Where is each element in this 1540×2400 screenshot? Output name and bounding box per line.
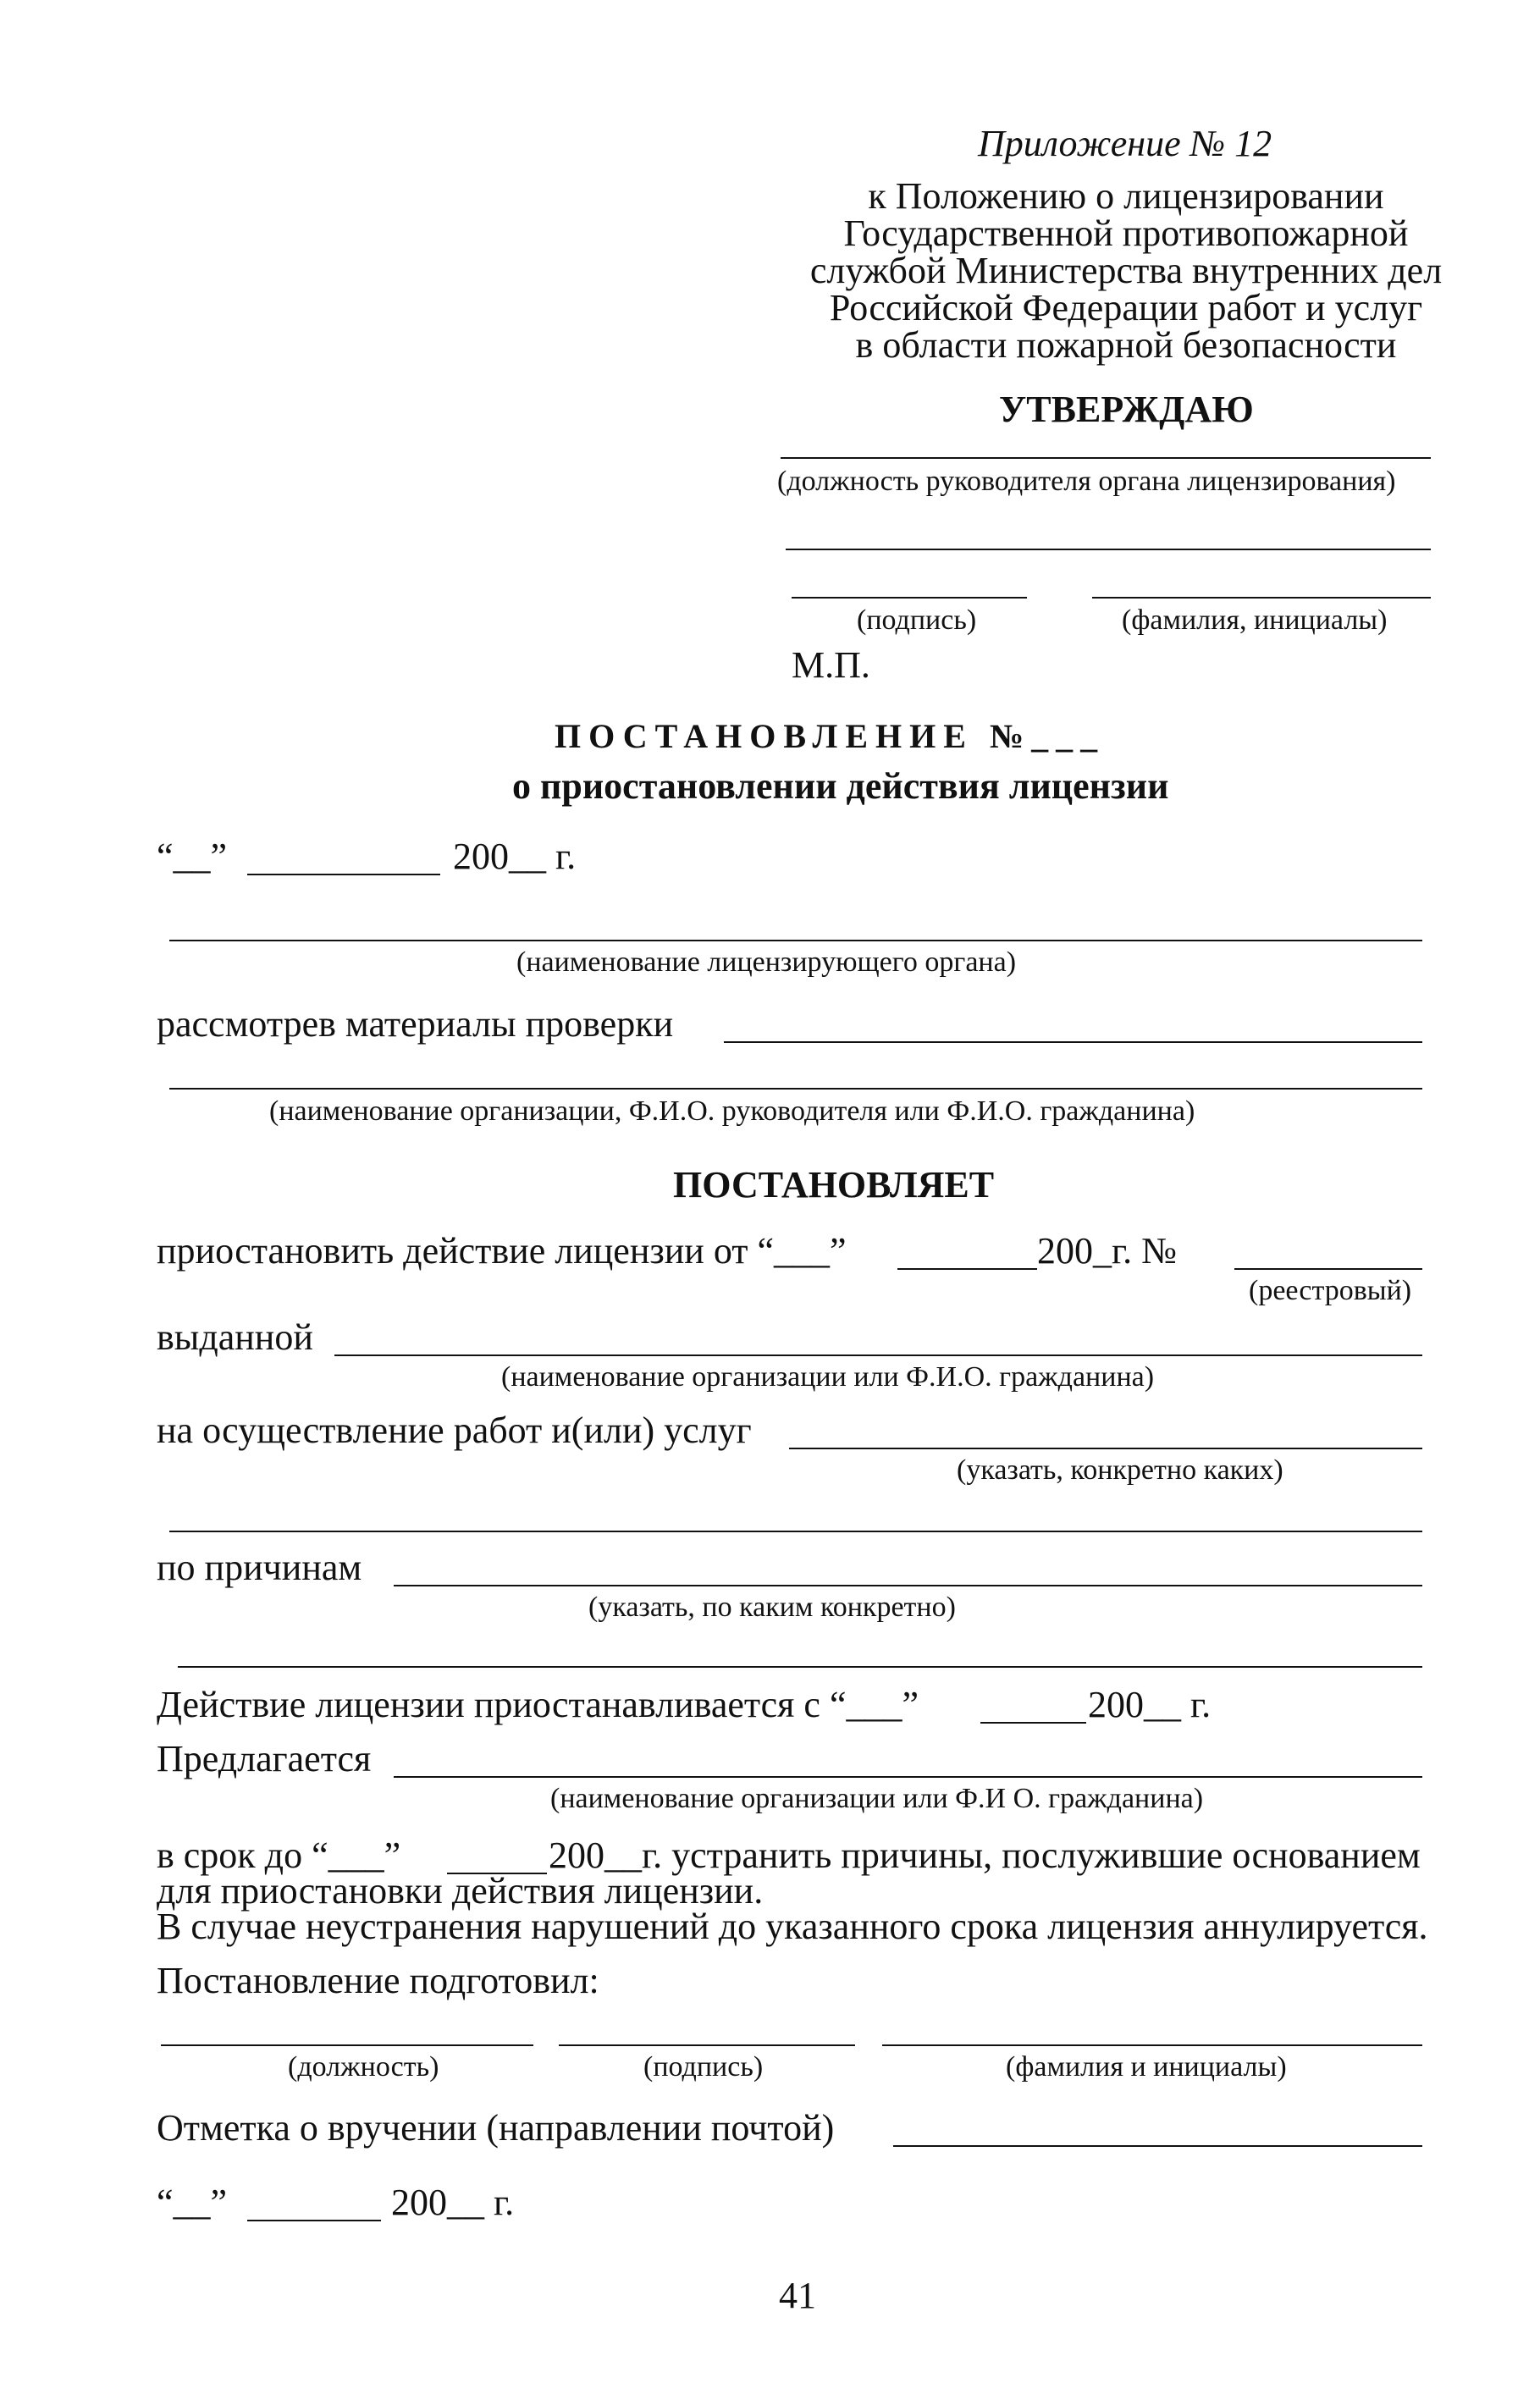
annul-notice: В случае неустранения нарушений до указанного срока лицензия аннулируется. <box>157 1906 1428 1947</box>
prep-signature-line <box>559 2044 855 2046</box>
services-caption: (указать, конкретно каких) <box>957 1454 1283 1486</box>
services-line <box>789 1448 1422 1449</box>
prep-name-line <box>882 2044 1422 2046</box>
name-caption: (фамилия, инициалы) <box>1122 604 1388 636</box>
suspend-month-line <box>897 1268 1037 1270</box>
suspended-from-label: Действие лицензии приостанавливается с “___” <box>157 1684 919 1725</box>
registry-number-line <box>1234 1268 1422 1270</box>
suspended-month-line <box>980 1722 1086 1724</box>
prepared-by-label: Постановление подготовил: <box>157 1960 599 2001</box>
delivery-line <box>893 2145 1422 2147</box>
date-year: 200__ г. <box>453 836 577 877</box>
appendix-label: Приложение № 12 <box>978 123 1272 164</box>
final-date-day: “__” <box>157 2182 228 2223</box>
licensing-body-line <box>169 940 1422 941</box>
prep-position-line <box>161 2044 533 2046</box>
services-label: на осуществление работ и(или) услуг <box>157 1410 752 1451</box>
regulation-line: в области пожарной безопасности <box>855 324 1397 366</box>
position-line-2 <box>786 549 1431 550</box>
regulation-line: Российской Федерации работ и услуг <box>829 287 1423 328</box>
position-line <box>781 457 1431 459</box>
issued-line <box>334 1354 1422 1356</box>
approval-heading: УТВЕРЖДАЮ <box>999 389 1254 430</box>
name-line <box>1092 597 1431 599</box>
reasons-label: по причинам <box>157 1547 362 1588</box>
suspend-label: приостановить действие лицензии от “___” <box>157 1230 847 1272</box>
document-subtitle: о приостановлении действия лицензии <box>512 765 1169 807</box>
prep-name-caption: (фамилия и инициалы) <box>1006 2051 1287 2083</box>
issued-label: выданной <box>157 1316 313 1358</box>
regulation-line: Государственной противопожарной <box>843 212 1409 254</box>
reasons-line-2 <box>178 1666 1422 1668</box>
decree-heading: ПОСТАНОВЛЯЕТ <box>673 1164 995 1206</box>
offered-line <box>394 1776 1422 1778</box>
prep-position-caption: (должность) <box>288 2051 439 2083</box>
regulation-line: службой Министерства внутренних дел <box>809 250 1443 291</box>
review-line <box>724 1041 1422 1043</box>
regulation-line: к Положению о лицензировании <box>868 175 1384 217</box>
date-month-line <box>247 874 440 875</box>
page-number: 41 <box>779 2275 816 2316</box>
final-date-year: 200__ г. <box>391 2182 515 2223</box>
suspend-year: 200_г. № <box>1037 1230 1178 1272</box>
issued-caption: (наименование организации или Ф.И.О. гражданина) <box>501 1361 1155 1393</box>
deadline-part2: 200__г. устранить причины, послужившие основанием <box>549 1834 1421 1876</box>
deadline-part1: в срок до “___” <box>157 1834 401 1876</box>
seal-mark: М.П. <box>792 644 870 686</box>
review-label: рассмотрев материалы проверки <box>157 1003 674 1045</box>
document-title: ПОСТАНОВЛЕНИЕ №___ <box>555 717 1106 755</box>
offered-label: Предлагается <box>157 1738 372 1779</box>
suspended-from-year: 200__ г. <box>1088 1684 1212 1725</box>
offered-caption: (наименование организации или Ф.И О. гражданина) <box>550 1783 1204 1814</box>
reasons-caption: (указать, по каким конкретно) <box>588 1592 956 1623</box>
date-day: “__” <box>157 836 228 877</box>
licensing-body-caption: (наименование лицензирующего органа) <box>516 946 1017 978</box>
prep-signature-caption: (подпись) <box>643 2051 764 2083</box>
org-line <box>169 1088 1422 1090</box>
deadline-line2: для приостановки действия лицензии. <box>157 1870 764 1912</box>
delivery-label: Отметка о вручении (направлении почтой) <box>157 2107 835 2149</box>
services-line-2 <box>169 1531 1422 1532</box>
reasons-line <box>394 1585 1422 1586</box>
org-caption: (наименование организации, Ф.И.О. руководителя или Ф.И.О. гражданина) <box>269 1095 1195 1127</box>
signature-caption: (подпись) <box>857 604 977 636</box>
registry-caption: (реестровый) <box>1249 1275 1412 1306</box>
final-date-month-line <box>247 2220 381 2221</box>
position-caption: (должность руководителя органа лицензирования) <box>777 466 1396 497</box>
signature-line <box>792 597 1027 599</box>
